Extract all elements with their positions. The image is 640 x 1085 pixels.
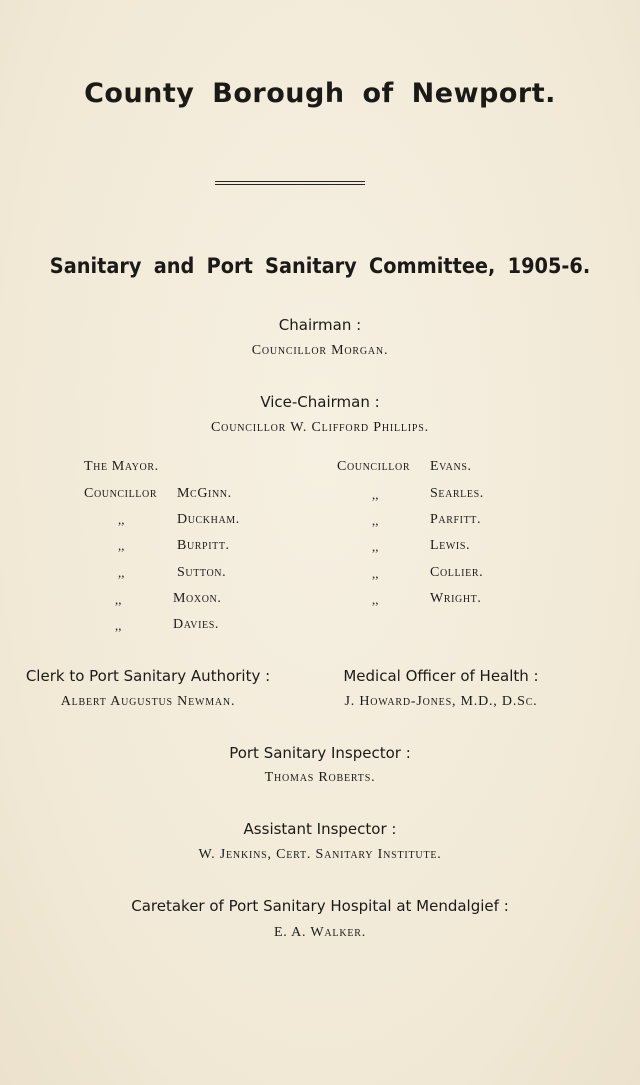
member-name: Searles. [430,486,484,501]
member-mayor: The Mayor. [84,459,159,474]
chairman-label: Chairman : [278,316,362,334]
committee-title: Sanitary and Port Sanitary Committee, 1905-6. [49,254,591,278]
member-name: Collier. [430,565,484,580]
ditto-mark: ,, [118,565,125,580]
page-title: County Borough of Newport. [84,78,556,109]
member-name: Duckham. [177,512,240,527]
ditto-mark: ,, [118,538,125,553]
vice-chairman-name: Councillor W. Clifford Phillips. [211,420,429,435]
ditto-mark: ,, [115,618,122,633]
member-name: Evans. [430,459,472,474]
ditto-mark: ,, [372,513,379,528]
member-prefix: Councillor [337,459,411,474]
caretaker-name: E. A. Walker. [273,925,367,940]
ditto-mark: ,, [372,592,379,607]
divider-rule-top [215,181,365,182]
assistant-inspector-label: Assistant Inspector : [243,820,397,838]
member-name: Wright. [430,591,482,606]
chairman-name: Councillor Morgan. [251,343,389,358]
ditto-mark: ,, [372,566,379,581]
caretaker-label: Caretaker of Port Sanitary Hospital at Mendalgief : [131,897,509,915]
clerk-name: Albert Augustus Newman. [60,694,236,709]
ditto-mark: ,, [115,592,122,607]
ditto-mark: ,, [372,539,379,554]
member-name: Davies. [173,617,219,632]
port-inspector-label: Port Sanitary Inspector : [229,744,411,762]
assistant-inspector-name: W. Jenkins, Cert. Sanitary Institute. [198,847,442,862]
medical-officer-label: Medical Officer of Health : [343,667,539,685]
member-name: Burpitt. [177,538,230,553]
medical-officer-name: J. Howard-Jones, M.D., D.Sc. [344,694,538,709]
member-prefix: Councillor [84,486,158,501]
clerk-label: Clerk to Port Sanitary Authority : [25,667,271,685]
member-name: McGinn. [177,486,232,501]
member-name: Lewis. [430,538,471,553]
ditto-mark: ,, [372,487,379,502]
port-inspector-name: Thomas Roberts. [264,770,376,785]
divider-rule-bottom [215,184,365,185]
member-name: Parfitt. [430,512,482,527]
ditto-mark: ,, [118,512,125,527]
member-name: Moxon. [173,591,222,606]
member-name: Sutton. [177,565,227,580]
vice-chairman-label: Vice-Chairman : [260,393,380,411]
